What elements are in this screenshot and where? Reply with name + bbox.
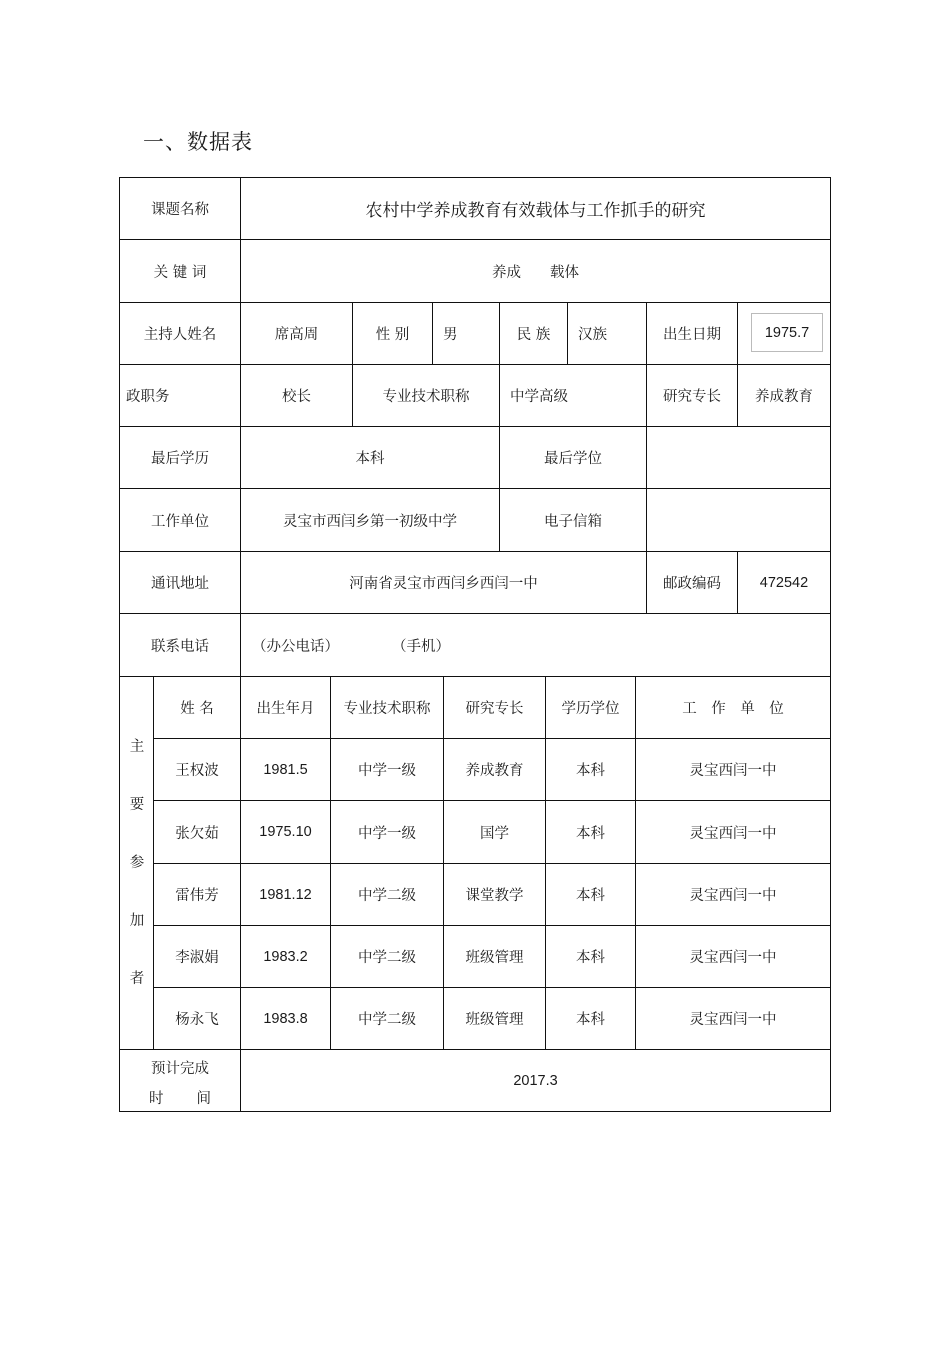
participants-label [120, 677, 154, 1049]
participants-label-char: 主 [129, 739, 145, 755]
participant-unit: 灵宝西闫一中 [689, 825, 777, 842]
address-label: 通讯地址 [151, 576, 209, 592]
participants-header-specialty: 研究专长 [465, 701, 524, 717]
gender-value: 男 [443, 327, 458, 343]
participant-name: 王权波 [175, 763, 219, 779]
participants-header-degree: 学历学位 [561, 701, 620, 717]
phone-label: 联系电话 [151, 638, 209, 655]
participant-degree: 本科 [576, 825, 605, 842]
title-label: 专业技术职称 [382, 389, 470, 405]
participant-name: 李淑娟 [175, 950, 219, 966]
participants-label-char: 者 [129, 971, 145, 987]
participants-header-title: 专业技术职称 [343, 701, 431, 717]
employer-label: 工作单位 [151, 513, 209, 530]
degree-value [647, 427, 830, 488]
participant-degree: 本科 [576, 763, 605, 779]
participant-name: 雷伟芳 [175, 888, 219, 904]
participant-degree: 本科 [576, 950, 605, 966]
participants-label-char: 参 [129, 855, 145, 871]
postcode-value: 472542 [759, 574, 809, 591]
col-divider [432, 302, 433, 364]
postcode-label: 邮政编码 [663, 576, 721, 592]
participant-name: 杨永飞 [175, 1012, 219, 1028]
birth-label: 出生日期 [663, 327, 721, 343]
participant-birth: 1975.10 [259, 824, 312, 840]
participant-degree: 本科 [576, 888, 605, 904]
email-label: 电子信箱 [544, 513, 602, 530]
participant-birth: 1981.5 [263, 761, 308, 778]
degree-label: 最后学位 [544, 451, 602, 467]
keywords-label: 关 键 词 [153, 264, 207, 281]
participants-header-birth: 出生年月 [256, 701, 315, 717]
participant-specialty: 班级管理 [465, 950, 524, 966]
participant-title: 中学一级 [358, 825, 416, 842]
participants-header-name: 姓 名 [180, 701, 214, 717]
participant-specialty: 国学 [480, 825, 509, 842]
completion-label-char: 间 [196, 1091, 211, 1107]
host-name-label: 主持人姓名 [143, 327, 217, 343]
participants-header-unit: 工 作 单 位 [682, 701, 784, 717]
birth-value: 1975.7 [751, 313, 823, 352]
participant-birth: 1981.12 [259, 886, 312, 903]
title-value: 中学高级 [510, 389, 568, 405]
completion-label-char: 时 [149, 1091, 164, 1107]
participant-unit: 灵宝西闫一中 [689, 888, 777, 904]
education-label: 最后学历 [151, 451, 209, 467]
address-value: 河南省灵宝市西闫乡西闫一中 [349, 576, 538, 592]
col-divider [567, 302, 568, 364]
completion-label-line2 [149, 1084, 211, 1114]
participant-title: 中学二级 [358, 950, 416, 966]
participant-title: 中学一级 [358, 763, 416, 779]
topic-value: 农村中学养成教育有效载体与工作抓手的研究 [365, 201, 706, 221]
participants-label-char: 要 [129, 797, 145, 813]
participant-birth: 1983.2 [263, 948, 308, 965]
completion-label [120, 1056, 240, 1112]
participant-name: 张欠茹 [175, 825, 219, 842]
page-heading: 一、数据表 [143, 130, 253, 154]
gender-label: 性 别 [375, 327, 410, 343]
phone-mobile: （手机） [392, 638, 450, 655]
participant-degree: 本科 [576, 1012, 605, 1028]
participant-specialty: 班级管理 [465, 1012, 524, 1028]
position-label: 政职务 [126, 389, 170, 405]
participant-unit: 灵宝西闫一中 [689, 950, 777, 966]
completion-label-line1: 预计完成 [151, 1061, 209, 1077]
specialty-value: 养成教育 [755, 389, 813, 405]
participants-label-char: 加 [129, 913, 145, 929]
participant-title: 中学二级 [358, 1012, 416, 1028]
specialty-label: 研究专长 [663, 389, 721, 405]
ethnicity-label: 民 族 [516, 327, 551, 343]
participant-specialty: 课堂教学 [465, 888, 524, 904]
topic-label: 课题名称 [151, 202, 209, 218]
position-value: 校长 [282, 389, 311, 405]
education-value: 本科 [355, 451, 385, 467]
employer-value: 灵宝市西闫乡第一初级中学 [283, 513, 457, 530]
participant-unit: 灵宝西闫一中 [689, 763, 777, 779]
participant-title: 中学二级 [358, 888, 416, 904]
ethnicity-value: 汉族 [578, 327, 607, 343]
keywords-value: 养成 载体 [492, 264, 579, 281]
host-name-value: 席高周 [274, 327, 319, 343]
participant-unit: 灵宝西闫一中 [689, 1012, 777, 1028]
email-value [647, 489, 830, 551]
phone-office: （办公电话） [252, 638, 339, 655]
completion-value: 2017.3 [513, 1072, 558, 1089]
participant-specialty: 养成教育 [465, 763, 524, 779]
participant-birth: 1983.8 [263, 1010, 308, 1027]
